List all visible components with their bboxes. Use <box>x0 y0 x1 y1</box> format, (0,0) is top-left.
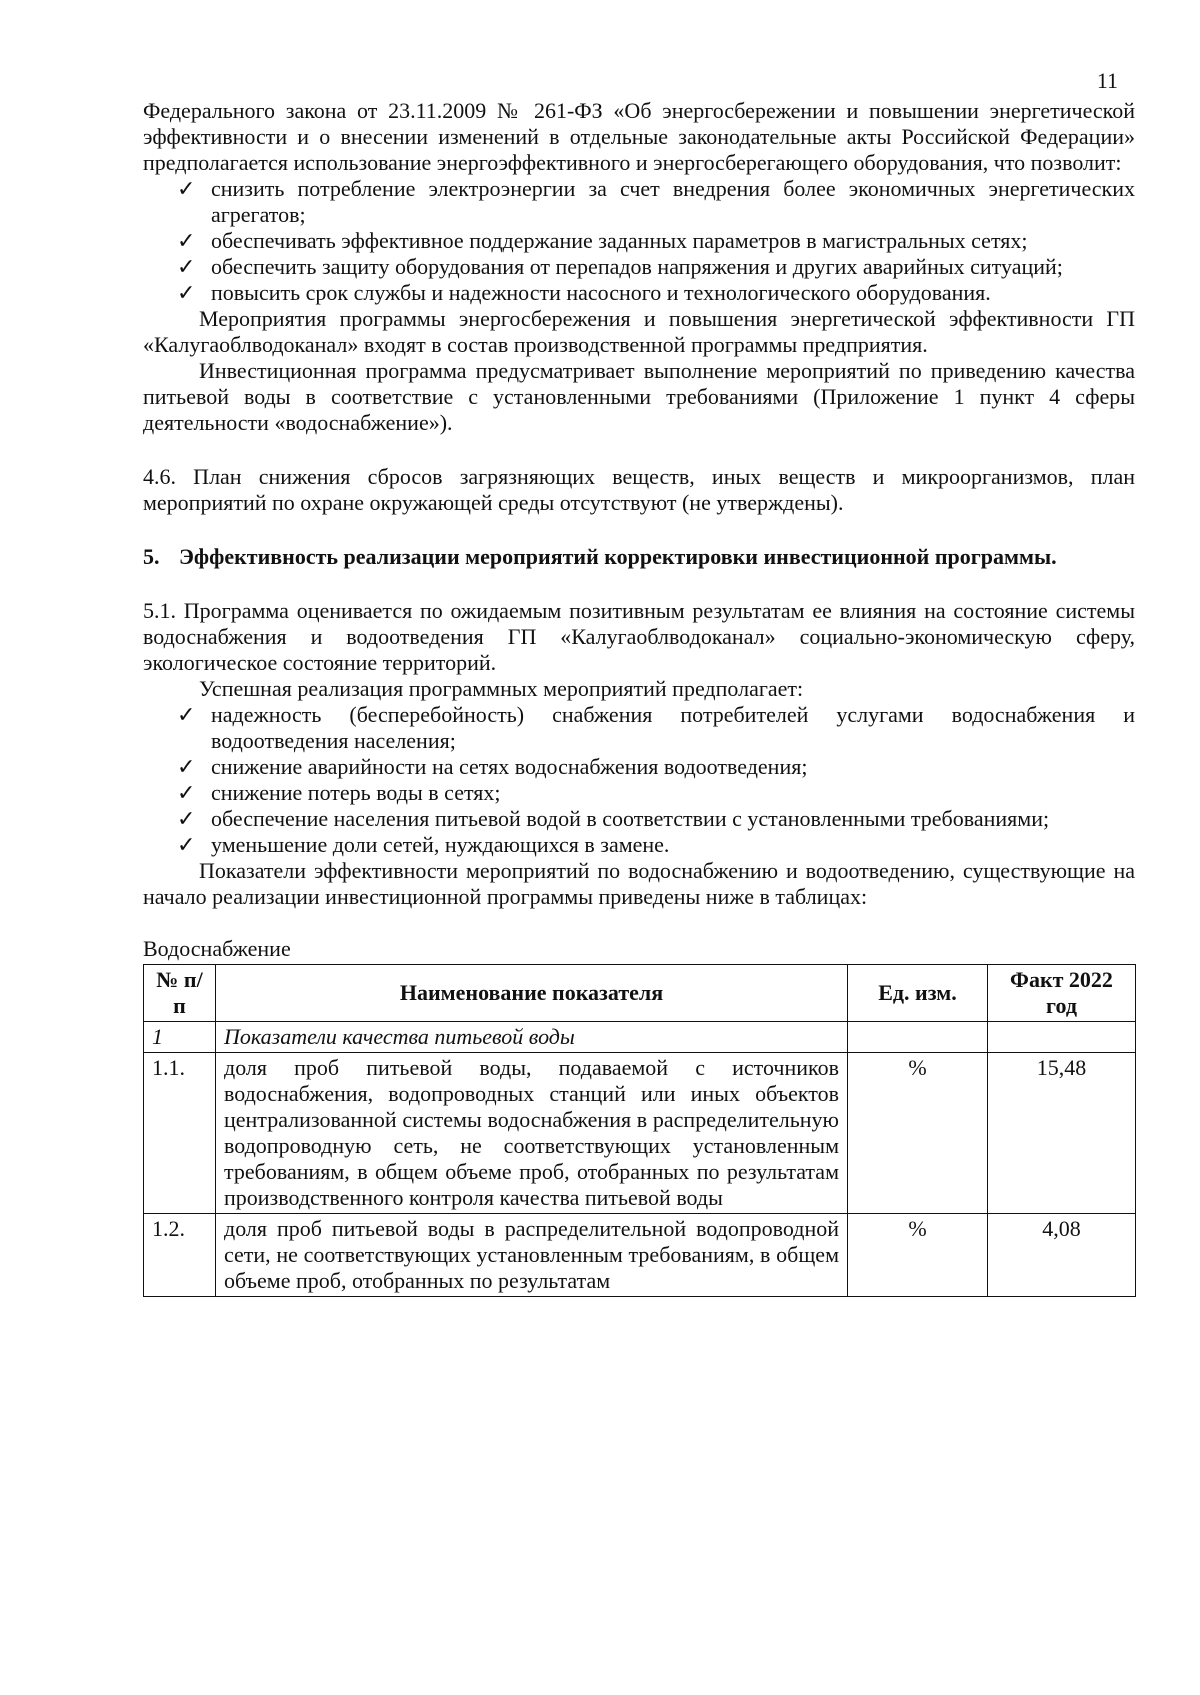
table-row <box>144 1053 1136 1214</box>
row-num: 1 <box>144 1022 216 1053</box>
header-value: Факт 2022 год <box>988 965 1136 1022</box>
check-icon: ✓ <box>177 176 196 201</box>
table-header-row <box>144 965 1136 1022</box>
list-item: ✓ надежность (бесперебойность) снабжения потребителей услугами водоснабжения и водоотведения населения; <box>177 702 1135 753</box>
page-number: 11 <box>1096 68 1118 93</box>
indicators-intro-paragraph: Показатели эффективности мероприятий по водоснабжению и водоотведению, существующие на начало реализации инвестиционной программы приведены ниже в таблицах: <box>143 858 1135 909</box>
row-value: 4,08 <box>988 1214 1136 1297</box>
table-row <box>144 1022 1136 1053</box>
investment-program-paragraph: Инвестиционная программа предусматривает выполнение мероприятий по приведению качества питьевой воды в соответствие с установленными требованиями (Приложение 1 пункт 4 сферы деятельности «водоснабжение»). <box>143 358 1135 435</box>
list-item: ✓ снизить потребление электроэнергии за счет внедрения более экономичных энергетических агрегатов; <box>177 176 1135 227</box>
list-item: ✓ обеспечивать эффективное поддержание заданных параметров в магистральных сетях; <box>177 228 1028 253</box>
check-icon: ✓ <box>177 702 196 727</box>
section-title: Эффективность реализации мероприятий корректировки инвестиционной программы. <box>179 544 1057 569</box>
check-icon: ✓ <box>177 806 196 831</box>
water-supply-indicators-table <box>143 964 1136 1297</box>
intro-bullet-list <box>143 176 1135 306</box>
list-item: ✓ повысить срок службы и надежности насосного и технологического оборудования. <box>177 280 991 305</box>
row-unit <box>848 1022 988 1053</box>
check-icon: ✓ <box>177 754 196 779</box>
list-item: ✓ обеспечить защиту оборудования от перепадов напряжения и других аварийных ситуаций; <box>177 254 1063 279</box>
section-4-6-paragraph: 4.6. План снижения сбросов загрязняющих веществ, иных веществ и микроорганизмов, план мероприятий по охране окружающей среды отсутствуют (не утверждены). <box>143 464 1135 515</box>
row-unit: % <box>848 1214 988 1297</box>
list-item: ✓ обеспечение населения питьевой водой в соответствии с установленными требованиями; <box>177 806 1050 831</box>
check-icon: ✓ <box>177 228 196 253</box>
list-item: ✓ снижение потерь воды в сетях; <box>177 780 501 805</box>
table-row <box>144 1214 1136 1297</box>
check-icon: ✓ <box>177 780 196 805</box>
header-num: № п/п <box>144 965 216 1022</box>
check-icon: ✓ <box>177 832 196 857</box>
section-5-heading <box>143 544 1135 570</box>
row-name: доля проб питьевой воды, подаваемой с источников водоснабжения, водопроводных станций или иных объектов централизованной системы водоснабжения в распределительную водопроводную сеть, не соответствующих установленным требованиям, в общем объеме проб, отобранных по результатам производственного контроля качества питьевой воды <box>216 1053 848 1214</box>
list-item: ✓ снижение аварийности на сетях водоснабжения водоотведения; <box>177 754 808 779</box>
success-intro-paragraph: Успешная реализация программных мероприятий предполагает: <box>199 676 804 701</box>
row-num: 1.1. <box>144 1053 216 1214</box>
row-num: 1.2. <box>144 1214 216 1297</box>
document-body <box>143 98 1135 1297</box>
row-value <box>988 1022 1136 1053</box>
check-icon: ✓ <box>177 254 196 279</box>
section-number: 5. <box>143 544 160 569</box>
list-item: ✓ уменьшение доли сетей, нуждающихся в замене. <box>177 832 670 857</box>
row-unit: % <box>848 1053 988 1214</box>
energy-program-paragraph: Мероприятия программы энергосбережения и повышения энергетической эффективности ГП «Калугаоблводоканал» входят в состав производственной программы предприятия. <box>143 306 1135 357</box>
header-unit: Ед. изм. <box>848 965 988 1022</box>
row-name: Показатели качества питьевой воды <box>216 1022 848 1053</box>
header-name: Наименование показателя <box>216 965 848 1022</box>
check-icon: ✓ <box>177 280 196 305</box>
section-5-1-paragraph: 5.1. Программа оценивается по ожидаемым позитивным результатам ее влияния на состояние системы водоснабжения и водоотведения ГП «Калугаоблводоканал» социально-экономическую сферу, экологическое состояние территорий. <box>143 598 1135 675</box>
row-name: доля проб питьевой воды в распределительной водопроводной сети, не соответствующих установленным требованиям, в общем объеме проб, отобранных по результатам <box>216 1214 848 1297</box>
row-value: 15,48 <box>988 1053 1136 1214</box>
table-caption: Водоснабжение <box>143 936 291 961</box>
outcome-bullet-list <box>143 702 1135 858</box>
intro-paragraph: Федерального закона от 23.11.2009 № 261-ФЗ «Об энергосбережении и повышении энергетической эффективности и о внесении изменений в отдельные законодательные акты Российской Федерации» предполагается использование энергоэффективного и энергосберегающего оборудования, что позволит: <box>143 98 1135 175</box>
